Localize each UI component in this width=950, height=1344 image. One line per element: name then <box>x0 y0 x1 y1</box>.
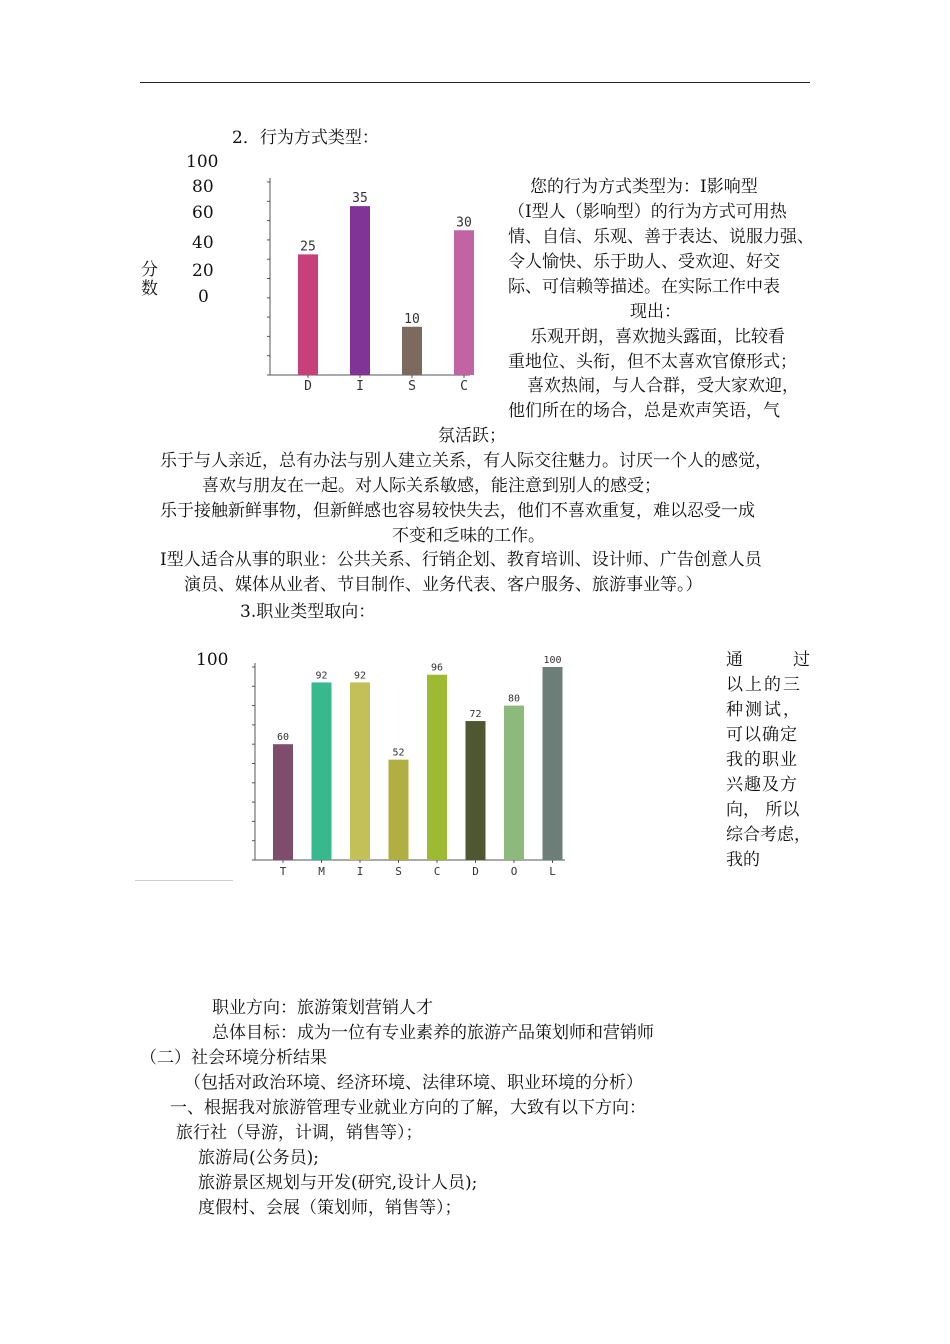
y-tick-20: 20 <box>192 261 214 281</box>
bar-T <box>273 744 293 860</box>
direction-item-1: 旅行社（导游，计调，销售等）； <box>176 1123 423 1143</box>
data-label-D: 72 <box>469 709 482 721</box>
bar-M <box>312 682 332 860</box>
desc-line-6: 现出： <box>630 302 681 322</box>
career-bar-chart <box>250 642 580 884</box>
section-note: （包括对政治环境、经济环境、法律环境、职业环境的分析） <box>184 1073 643 1093</box>
data-label-L: 100 <box>543 655 562 666</box>
body-line-2: 喜欢与朋友在一起。对人际关系敏感，能注意到别人的感受； <box>202 476 661 496</box>
data-label-S: 10 <box>404 311 420 327</box>
bar-D <box>298 254 318 375</box>
x-tick-label-I: I <box>356 865 364 878</box>
body-line-6: 演员、媒体从业者、节目制作、业务代表、客户服务、旅游事业等。） <box>184 575 703 595</box>
x-tick-label-I: I <box>356 379 364 394</box>
side-line-1: 通 过 <box>726 650 810 670</box>
data-label-C: 96 <box>430 662 444 674</box>
desc-line-3: 情、自信、乐观、善于表达、说服力强、 <box>508 227 814 247</box>
section3-heading: 3.职业类型取向： <box>240 602 376 622</box>
desc-line-2: （I型人（影响型）的行为方式可用热 <box>508 202 787 222</box>
side-line-5: 我的职业 <box>726 750 798 770</box>
side-line-8: 综合考虑， <box>726 825 811 845</box>
small-divider <box>135 880 233 881</box>
side-line-6: 兴趣及方 <box>726 775 798 795</box>
intro-line: 一、根据我对旅游管理专业就业方向的了解，大致有以下方向： <box>170 1098 646 1118</box>
x-tick-label-L: L <box>549 865 556 878</box>
desc-line-10: 他们所在的场合，总是欢声笑语，气 <box>508 401 780 421</box>
data-label-D: 25 <box>300 239 316 255</box>
direction-item-4: 度假村、会展（策划师，销售等）； <box>198 1198 462 1218</box>
data-label-I: 92 <box>353 670 367 682</box>
x-tick-label-T: T <box>279 865 287 878</box>
x-tick-label-C: C <box>433 865 441 878</box>
y-tick-60: 60 <box>192 203 214 223</box>
y-tick-0: 0 <box>198 287 209 307</box>
x-tick-label-S: S <box>408 379 416 394</box>
bar-C <box>427 675 447 860</box>
bar-O <box>504 706 524 860</box>
desc-line-4: 令人愉快、乐于助人、受欢迎、好交 <box>508 252 780 272</box>
data-label-S: 52 <box>392 747 405 759</box>
desc-line-1: 您的行为方式类型为：I影响型 <box>530 177 758 197</box>
bar-S <box>389 760 409 860</box>
career-direction: 职业方向：旅游策划营销人才 <box>212 998 433 1018</box>
body-line-3: 乐于接触新鲜事物，但新鲜感也容易较快失去，他们不喜欢重复，难以忍受一成 <box>160 501 755 521</box>
x-tick-label-D: D <box>304 379 312 394</box>
x-tick-label-C: C <box>460 379 468 394</box>
bar-L <box>543 667 563 860</box>
data-label-M: 92 <box>315 670 328 682</box>
side-line-3: 种测试， <box>726 700 802 720</box>
side-line-2: 以上的三 <box>726 675 802 695</box>
body-line-4: 不变和乏味的工作。 <box>392 526 545 546</box>
overall-goal: 总体目标：成为一位有专业素养的旅游产品策划师和营销师 <box>212 1023 654 1043</box>
side-line-7: 向， 所以 <box>726 800 800 820</box>
side-line-4: 可以确定 <box>726 725 798 745</box>
disc-bar-chart <box>255 178 480 398</box>
chart2-y-top-label: 100 <box>196 650 229 670</box>
body-line-5: I型人适合从事的职业：公共关系、行销企划、教育培训、设计师、广告创意人员 <box>160 550 762 570</box>
y-label-char-1: 分 <box>141 260 158 280</box>
x-tick-label-S: S <box>395 865 402 878</box>
top-rule <box>140 82 810 83</box>
section-title: （二）社会环境分析结果 <box>140 1048 327 1068</box>
body-line-1: 乐于与人亲近，总有办法与别人建立关系，有人际交往魅力。讨厌一个人的感觉， <box>160 451 772 471</box>
y-tick-40: 40 <box>192 233 214 253</box>
bar-D <box>466 721 486 860</box>
bar-S <box>402 327 422 375</box>
y-tick-100: 100 <box>186 152 219 172</box>
data-label-C: 30 <box>456 215 472 231</box>
x-tick-label-D: D <box>472 865 479 878</box>
side-line-9: 我的 <box>726 850 760 870</box>
direction-item-2: 旅游局(公务员); <box>198 1148 319 1168</box>
bar-I <box>350 682 370 860</box>
bar-I <box>350 206 370 375</box>
direction-item-3: 旅游景区规划与开发(研究,设计人员); <box>198 1173 478 1193</box>
y-label-char-2: 数 <box>141 279 158 299</box>
y-tick-80: 80 <box>192 177 214 197</box>
desc-line-8: 重地位、头衔，但不太喜欢官僚形式； <box>508 352 797 372</box>
desc-line-5: 际、可信赖等描述。在实际工作中表 <box>508 277 780 297</box>
bar-C <box>454 230 474 375</box>
x-tick-label-M: M <box>318 865 325 878</box>
x-tick-label-O: O <box>510 865 518 878</box>
desc-line-9: 喜欢热闹，与人合群，受大家欢迎， <box>527 376 799 396</box>
section2-heading: 2．行为方式类型： <box>232 128 379 148</box>
desc-line-11: 氛活跃； <box>438 426 506 446</box>
data-label-T: 60 <box>276 732 290 744</box>
desc-line-7: 乐观开朗，喜欢抛头露面，比较看 <box>530 327 785 347</box>
data-label-O: 80 <box>507 693 521 705</box>
data-label-I: 35 <box>352 191 368 207</box>
